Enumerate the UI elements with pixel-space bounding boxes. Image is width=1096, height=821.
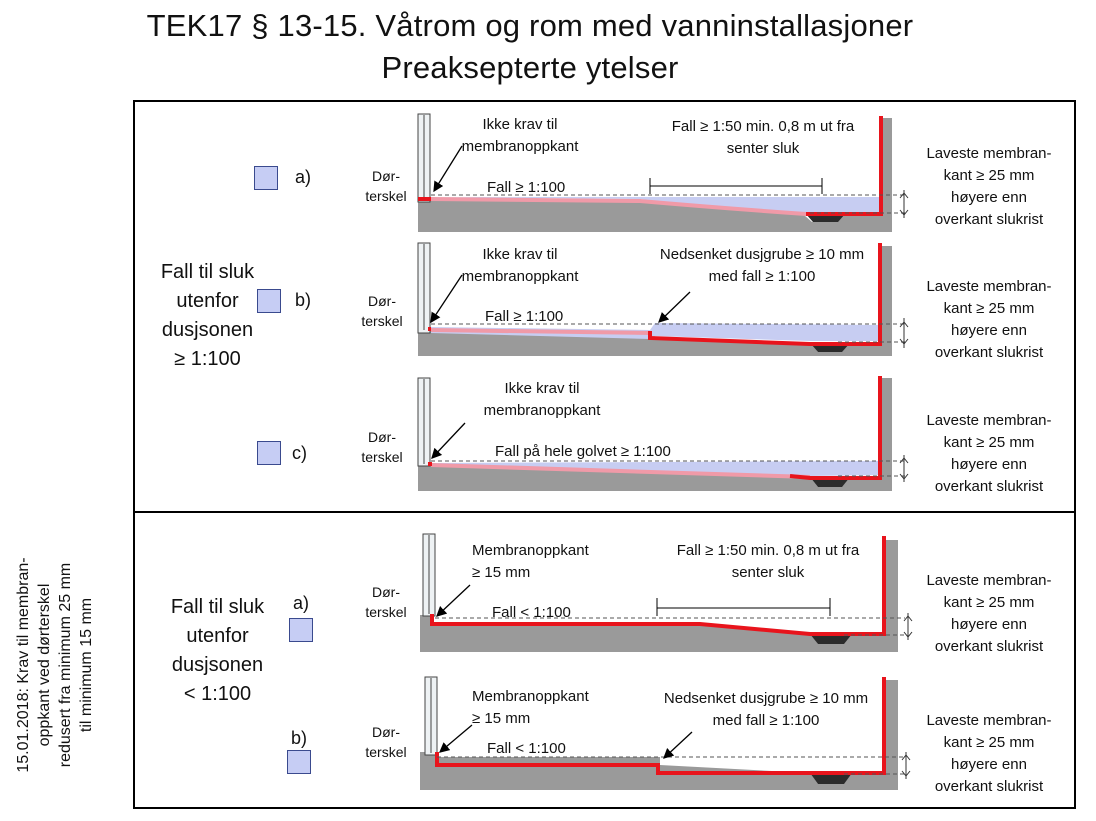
slope-note — [650, 116, 876, 160]
door-threshold-line: Dør- — [372, 168, 400, 184]
option-label: a) — [293, 593, 310, 613]
option-label: b) — [295, 290, 312, 310]
lowest-membrane-line: Laveste membran- — [926, 712, 1052, 729]
option-label: c) — [292, 443, 307, 463]
group1-heading-line: ≥ 1:100 — [174, 348, 241, 370]
fall-label: Fall < 1:100 — [487, 740, 566, 757]
membrane-note — [472, 378, 612, 422]
lowest-membrane-line: kant ≥ 25 mm — [943, 594, 1035, 611]
membrane-note — [450, 114, 590, 158]
door-threshold-label — [358, 582, 414, 622]
membrane-note-line: Ikke krav til — [482, 246, 558, 263]
membrane-note-line: membranoppkant — [461, 268, 579, 285]
lowest-membrane-line: Laveste membran- — [926, 278, 1052, 295]
door-threshold-label — [358, 722, 414, 762]
lowest-membrane-line: Laveste membran- — [926, 572, 1052, 589]
slope-note-line: senter sluk — [731, 564, 805, 581]
membrane-note-line: membranoppkant — [461, 138, 579, 155]
slope-note-line: senter sluk — [726, 140, 800, 157]
lowest-membrane-line: kant ≥ 25 mm — [943, 300, 1035, 317]
group2-heading-line: < 1:100 — [183, 683, 252, 705]
fall-label: Fall på hele golvet ≥ 1:100 — [495, 443, 671, 460]
membrane-note-line: membranoppkant — [483, 402, 601, 419]
lowest-membrane-line: overkant slukrist — [934, 211, 1044, 228]
side-note-line: oppkant ved dørterskel — [36, 583, 53, 747]
lowest-membrane-line: overkant slukrist — [934, 478, 1044, 495]
fall-label: Fall ≥ 1:100 — [485, 308, 564, 325]
side-note-line: til minimum 15 mm — [78, 597, 95, 733]
lowest-membrane-line: høyere enn — [951, 616, 1027, 633]
page-subtitle: Preaksepterte ytelser — [381, 50, 679, 85]
lowest-membrane-note — [914, 276, 1064, 364]
lowest-membrane-line: Laveste membran- — [926, 145, 1052, 162]
side-note-line: 15.01.2018: Krav til membran- — [15, 557, 32, 773]
door-threshold-label — [358, 166, 414, 206]
group1-heading-line: Fall til sluk — [160, 261, 255, 283]
lowest-membrane-line: kant ≥ 25 mm — [943, 734, 1035, 751]
lowest-membrane-line: Laveste membran- — [926, 412, 1052, 429]
lowest-membrane-note — [914, 410, 1064, 498]
slope-note — [645, 688, 887, 732]
membrane-note-line: ≥ 15 mm — [472, 564, 531, 581]
membrane-note-line: Ikke krav til — [482, 116, 558, 133]
lowest-membrane-line: overkant slukrist — [934, 344, 1044, 361]
slope-note-line: Fall ≥ 1:50 min. 0,8 m ut fra — [671, 118, 855, 135]
lowest-membrane-line: høyere enn — [951, 456, 1027, 473]
slope-note-line: med fall ≥ 1:100 — [708, 268, 816, 285]
side-note-line: redusert fra minimum 25 mm — [57, 562, 74, 768]
membrane-note-line: ≥ 15 mm — [472, 710, 531, 727]
lowest-membrane-note — [914, 710, 1064, 798]
door-threshold-line: terskel — [365, 744, 407, 760]
membrane-note — [450, 244, 590, 288]
slope-note-line: Nedsenket dusjgrube ≥ 10 mm — [659, 246, 865, 263]
door-threshold-label — [354, 427, 410, 467]
slope-note-line: med fall ≥ 1:100 — [712, 712, 820, 729]
group2-heading-line: utenfor — [186, 625, 249, 647]
door-threshold-line: Dør- — [368, 429, 396, 445]
door-threshold-line: terskel — [365, 188, 407, 204]
page-title: TEK17 § 13-15. Våtrom og rom med vanninstallasjoner — [146, 8, 914, 43]
door-threshold-line: terskel — [365, 604, 407, 620]
group1-heading-line: utenfor — [176, 290, 239, 312]
lowest-membrane-line: høyere enn — [951, 756, 1027, 773]
slope-note-line: Nedsenket dusjgrube ≥ 10 mm — [663, 690, 869, 707]
group2-heading-line: Fall til sluk — [170, 596, 265, 618]
membrane-note-line: Membranoppkant — [472, 688, 589, 705]
membrane-note — [472, 540, 589, 584]
membrane-note-line: Ikke krav til — [504, 380, 580, 397]
lowest-membrane-line: overkant slukrist — [934, 778, 1044, 795]
option-label: b) — [291, 728, 308, 748]
lowest-membrane-line: kant ≥ 25 mm — [943, 434, 1035, 451]
lowest-membrane-note — [914, 143, 1064, 231]
door-threshold-label — [354, 291, 410, 331]
membrane-note-line: Membranoppkant — [472, 542, 589, 559]
lowest-membrane-line: overkant slukrist — [934, 638, 1044, 655]
slope-note-line: Fall ≥ 1:50 min. 0,8 m ut fra — [676, 542, 860, 559]
fall-label: Fall < 1:100 — [492, 604, 571, 621]
lowest-membrane-line: høyere enn — [951, 189, 1027, 206]
fall-label: Fall ≥ 1:100 — [487, 179, 566, 196]
door-threshold-line: terskel — [361, 449, 403, 465]
group1-heading-line: dusjsonen — [161, 319, 254, 341]
lowest-membrane-line: høyere enn — [951, 322, 1027, 339]
option-label: a) — [295, 167, 312, 187]
slope-note — [655, 540, 881, 584]
lowest-membrane-line: kant ≥ 25 mm — [943, 167, 1035, 184]
lowest-membrane-note — [914, 570, 1064, 658]
membrane-note — [472, 686, 589, 730]
door-threshold-line: Dør- — [372, 724, 400, 740]
group2-heading-line: dusjsonen — [171, 654, 264, 676]
slope-note — [642, 244, 882, 288]
door-threshold-line: terskel — [361, 313, 403, 329]
door-threshold-line: Dør- — [368, 293, 396, 309]
door-threshold-line: Dør- — [372, 584, 400, 600]
